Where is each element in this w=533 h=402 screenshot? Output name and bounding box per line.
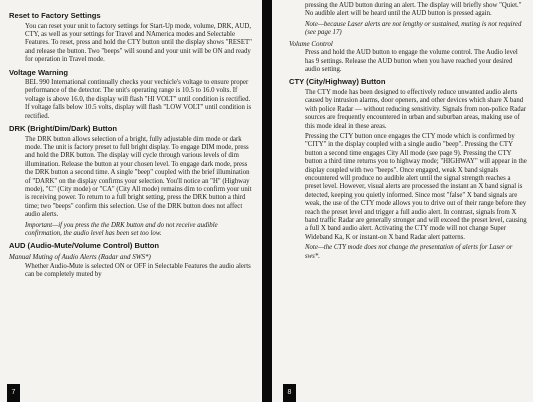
body-paragraph: Whether Audio-Mute is selected ON or OFF in Selectable Features the audio alerts can be completely muted by	[25, 262, 251, 278]
left-page-content	[9, 11, 256, 279]
section-heading: AUD (Audio-Mute/Volume Control) Button	[9, 241, 160, 251]
body-paragraph: pressing the AUD button during an alert. The display will briefly show "Quiet." No audible alert will be heard until the AUD button is pressed again.	[305, 2, 522, 18]
body-paragraph: BEL 990 International continually checks your vechicle's voltage to ensure proper performance of the detector. The unit's operating range is 10.5 to 16.0 volts. If voltage is above 16.0, the display will flash "HI VOLT" until condition is rectified. If voltage falls below 10.5 volts, display will flash "LOW VOLT" until condition is rectified.	[25, 79, 252, 120]
body-paragraph: You can reset your unit to factory settings for Start-Up mode, volume, DRK, AUD, CTY, as well as your settings for Travel and NAmerica modes and Selectable Features. To reset, press and hold the CTY button until the display shows "RESET" and release the button. Two "beeps" will sound and your unit will be ON and ready for operation in Travel mode.	[25, 22, 252, 64]
body-paragraph: The CTY mode has been designed to effectively reduce unwanted audio alerts caused by intrusion alarms, door openers, and other devices which share X band with police Radar — without reducing sensitivity. Signals from non-police Radar sources are frequently encountered in urban and suburban areas, making use of this mode ideal in these areas.	[305, 88, 526, 130]
body-paragraph: Pressing the CTY button once engages the CTY mode which is confirmed by "CITY" in the display coupled with a single audio "beep". Pressing the CTY button a second time engages City All mode (see page 9). Pressing the CTY button a third time returns you to highway mode; "HIGHWAY" will appear in the display coupled with two "beeps". Once engaged, weak X band signals encountered will produce no audible alert until the signal strength reaches a preset level. However, visual alerts are processed the instant an X band signal is detected, keeping you quietly informed. Since most "false" X band signals are weak, the use of the CTY mode allows you to drive out of their range before they reach the preset level and trigger a full audio alert. In contrast, signals from X band traffic Radar are generally stronger and will exceed the preset level, causing a full X band audio alert. Activating the CTY mode will not change Super Wideband Ka, K or instant-on X band Radar alert patterns.	[305, 132, 527, 241]
section-heading: Voltage Warning	[9, 67, 69, 77]
note-paragraph: Note—because Laser alerts are not lengthy or sustained, muting is not required (see page 17)	[305, 20, 522, 37]
section-heading: CTY (City/Highway) Button	[289, 77, 386, 87]
section-heading: DRK (Bright/Dim/Dark) Button	[9, 124, 117, 134]
right-page	[272, 0, 533, 402]
section-heading: Reset to Factory Settings	[9, 11, 101, 20]
body-paragraph: Press and hold the AUD button to engage the volume control. The Audio level has 9 settings. Release the AUD button when you have reached your desired audio setting.	[305, 49, 518, 74]
subsection-heading: Manual Muting of Audio Alerts (Radar and SWS*)	[9, 252, 151, 261]
right-page-content	[289, 2, 527, 261]
page-number-left: 7	[7, 384, 20, 402]
note-paragraph: Important—if you press the the DRK button and do not receive audible confirmation, the audio level has been set too low.	[25, 221, 218, 238]
book-spine	[262, 0, 272, 402]
body-paragraph: The DRK button allows selection of a bright, fully adjustable dim mode or dark mode. The unit is factory preset to full bright display. To engage DIM mode, press and hold the DRK button. The display will cycle through various levels of dim illumination. Release the button at your chosen level. To engage dark mode, press the DRK button a second time. A single "beep" coupled with the brief illumination of "DARK" on the display confirms your selection. You'll notice an "H" (Highway mode), "C" (City mode) or "CA" (City All mode) remains dim to confirm your unit is receiving power. To return to a full bright setting, press the DRK button a third time; two "beeps" confirm this selection. Use of the DRK button does not affect audio alerts.	[25, 135, 252, 219]
subsection-heading: Volume Control	[289, 39, 333, 48]
note-paragraph: Note—the CTY mode does not change the presentation of alerts for Laser or sws*.	[305, 244, 513, 260]
left-page	[0, 0, 262, 402]
page-number-right: 8	[283, 384, 296, 402]
